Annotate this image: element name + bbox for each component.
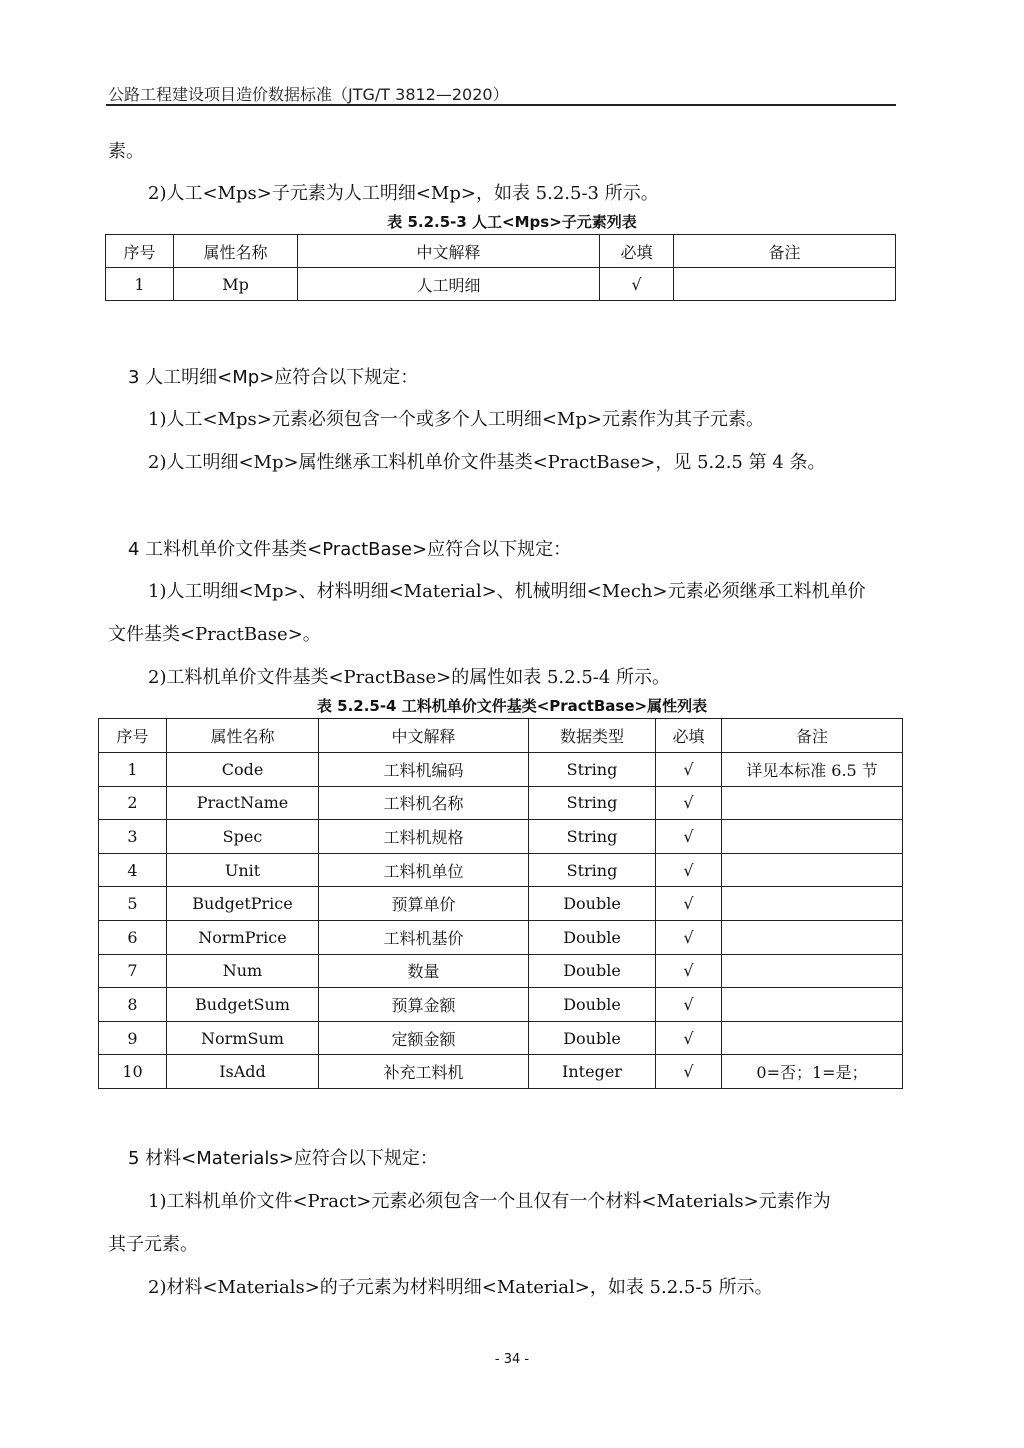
table-caption-5-2-5-3: 表 5.2.5-3 人工<Mps>子元素列表: [387, 213, 637, 231]
paragraph-inherit-rule-cont: 文件基类<PractBase>。: [108, 624, 321, 645]
cell-description: 工料机名称: [319, 786, 529, 820]
cell-required: √: [656, 988, 722, 1022]
table-row: [99, 853, 903, 887]
cell-remark: [722, 853, 903, 887]
table-row: [99, 1021, 903, 1055]
paragraph-continuation: 素。: [108, 141, 144, 162]
header-cell-remark: 备注: [674, 235, 896, 268]
cell-index: 5: [99, 887, 167, 921]
table-mps-children: [105, 234, 896, 301]
cell-description: 工料机单位: [319, 853, 529, 887]
header-cell-remark: 备注: [722, 719, 903, 753]
cell-required: √: [600, 268, 674, 301]
header-cell-description: 中文解释: [319, 719, 529, 753]
cell-description: 预算金额: [319, 988, 529, 1022]
paragraph-pract-contains-cont: 其子元素。: [108, 1234, 198, 1255]
table-row: [99, 820, 903, 854]
cell-remark: [722, 887, 903, 921]
cell-required: √: [656, 853, 722, 887]
running-header: 公路工程建设项目造价数据标准（JTG/T 3812—2020）: [108, 85, 509, 104]
cell-datatype: Double: [529, 988, 656, 1022]
paragraph-inherit-rule: 1)人工明细<Mp>、材料明细<Material>、机械明细<Mech>元素必须继承工料机单价: [148, 581, 866, 602]
section-heading-mp: 3 人工明细<Mp>应符合以下规定：: [128, 367, 419, 388]
cell-datatype: Double: [529, 954, 656, 988]
cell-attribute: PractName: [167, 786, 319, 820]
cell-description: 工料机规格: [319, 820, 529, 854]
cell-attribute: BudgetSum: [167, 988, 319, 1022]
cell-remark: 详见本标准 6.5 节: [722, 753, 903, 787]
cell-remark: [674, 268, 896, 301]
header-rule: [106, 104, 896, 106]
cell-remark: [722, 786, 903, 820]
paragraph-practbase-attrs: 2)工料机单价文件基类<PractBase>的属性如表 5.2.5-4 所示。: [148, 667, 671, 688]
cell-required: √: [656, 753, 722, 787]
table-row: [99, 988, 903, 1022]
cell-attribute: IsAdd: [167, 1055, 319, 1089]
cell-remark: [722, 988, 903, 1022]
table-row: [99, 786, 903, 820]
cell-datatype: Double: [529, 1021, 656, 1055]
cell-index: 3: [99, 820, 167, 854]
section-heading-materials: 5 材料<Materials>应符合以下规定：: [128, 1148, 438, 1169]
cell-required: √: [656, 820, 722, 854]
cell-index: 9: [99, 1021, 167, 1055]
table-row: [99, 1055, 903, 1089]
header-cell-required: 必填: [600, 235, 674, 268]
cell-remark: [722, 954, 903, 988]
table-row: [99, 954, 903, 988]
cell-description: 人工明细: [298, 268, 600, 301]
paragraph-mps-children: 2)人工<Mps>子元素为人工明细<Mp>，如表 5.2.5-3 所示。: [148, 183, 659, 204]
header-cell-datatype: 数据类型: [529, 719, 656, 753]
cell-datatype: Integer: [529, 1055, 656, 1089]
cell-remark: [722, 920, 903, 954]
cell-description: 数量: [319, 954, 529, 988]
cell-attribute: Mp: [174, 268, 298, 301]
cell-datatype: Double: [529, 887, 656, 921]
cell-required: √: [656, 786, 722, 820]
cell-attribute: Unit: [167, 853, 319, 887]
header-cell-required: 必填: [656, 719, 722, 753]
cell-description: 预算单价: [319, 887, 529, 921]
table-practbase-attributes: [98, 718, 903, 1089]
header-cell-index: 序号: [99, 719, 167, 753]
header-cell-description: 中文解释: [298, 235, 600, 268]
header-cell-attribute: 属性名称: [174, 235, 298, 268]
header-cell-attribute: 属性名称: [167, 719, 319, 753]
cell-index: 1: [99, 753, 167, 787]
cell-attribute: Num: [167, 954, 319, 988]
table-caption-5-2-5-4: 表 5.2.5-4 工料机单价文件基类<PractBase>属性列表: [316, 697, 708, 715]
paragraph-materials-children: 2)材料<Materials>的子元素为材料明细<Material>，如表 5.2.5-5 所示。: [148, 1277, 773, 1298]
cell-index: 8: [99, 988, 167, 1022]
cell-attribute: Spec: [167, 820, 319, 854]
cell-remark: [722, 1021, 903, 1055]
cell-index: 6: [99, 920, 167, 954]
cell-description: 工料机基价: [319, 920, 529, 954]
paragraph-pract-contains: 1)工料机单价文件<Pract>元素必须包含一个且仅有一个材料<Materials>元素作为: [148, 1191, 831, 1212]
paragraph-mp-inherits: 2)人工明细<Mp>属性继承工料机单价文件基类<PractBase>，见 5.2.5 第 4 条。: [148, 452, 826, 473]
cell-required: √: [656, 1055, 722, 1089]
cell-datatype: String: [529, 820, 656, 854]
section-heading-practbase: 4 工料机单价文件基类<PractBase>应符合以下规定：: [128, 539, 572, 560]
cell-required: √: [656, 954, 722, 988]
page-number: - 34 -: [494, 1352, 530, 1367]
cell-attribute: BudgetPrice: [167, 887, 319, 921]
cell-remark: 0=否；1=是；: [722, 1055, 903, 1089]
cell-description: 工料机编码: [319, 753, 529, 787]
cell-index: 7: [99, 954, 167, 988]
cell-attribute: NormPrice: [167, 920, 319, 954]
cell-index: 4: [99, 853, 167, 887]
paragraph-mps-contains: 1)人工<Mps>元素必须包含一个或多个人工明细<Mp>元素作为其子元素。: [148, 409, 764, 430]
table-row: [106, 268, 896, 301]
cell-datatype: String: [529, 786, 656, 820]
cell-attribute: Code: [167, 753, 319, 787]
table-row: [99, 753, 903, 787]
cell-description: 补充工料机: [319, 1055, 529, 1089]
cell-index: 1: [106, 268, 174, 301]
cell-index: 10: [99, 1055, 167, 1089]
cell-datatype: String: [529, 753, 656, 787]
cell-index: 2: [99, 786, 167, 820]
cell-remark: [722, 820, 903, 854]
cell-attribute: NormSum: [167, 1021, 319, 1055]
cell-description: 定额金额: [319, 1021, 529, 1055]
cell-required: √: [656, 887, 722, 921]
table-header-row: [99, 719, 903, 753]
cell-required: √: [656, 1021, 722, 1055]
table-row: [99, 887, 903, 921]
table-row: [99, 920, 903, 954]
header-cell-index: 序号: [106, 235, 174, 268]
table-header-row: [106, 235, 896, 268]
cell-datatype: String: [529, 853, 656, 887]
cell-datatype: Double: [529, 920, 656, 954]
table-body: [99, 753, 903, 1089]
cell-required: √: [656, 920, 722, 954]
